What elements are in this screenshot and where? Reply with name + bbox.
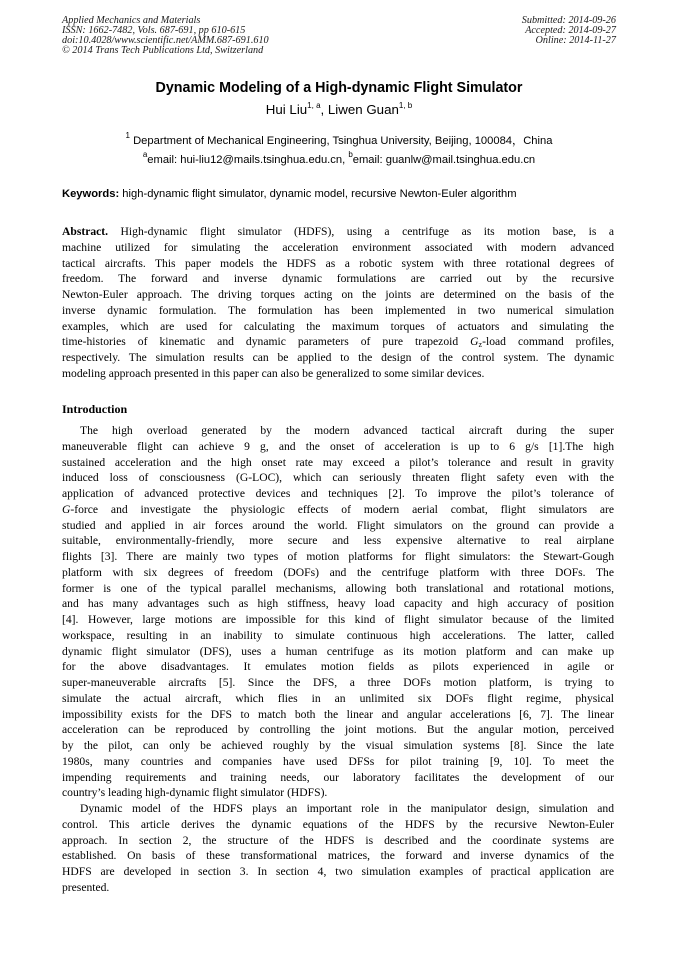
- intro-line: 1980s, many countries and companies have used DFSs for pilot training [9, 10]. To meet the: [62, 754, 614, 768]
- intro-line: maneuverable flight can achieve 9 g, and the onset of acceleration is up to 6 g/s [1].The high: [62, 439, 614, 453]
- abstract-line: Abstract. High-dynamic flight simulator (HDFS), using a centrifuge as its motion base, is a: [62, 225, 614, 238]
- intro-line: application of advanced protective devices and techniques [2]. To improve the pilot’s tolerance of: [62, 487, 614, 500]
- abstract-paragraph: [62, 224, 614, 382]
- intro-line: studied and applied in air forces around the world. Flight simulators on the ground can provide a: [62, 518, 614, 532]
- abstract-line: freedom. The forward and inverse dynamic formulations are carried out by the recursive: [62, 272, 614, 286]
- author-2-affiliation-mark: 1, b: [398, 101, 413, 110]
- email-mark-b: b: [348, 150, 353, 159]
- keywords: [62, 188, 622, 200]
- author-separator: ,: [320, 102, 328, 117]
- intro-line: sustained acceleration and the high onset rate may exceed a pilot’s tolerance and result in gravity: [62, 455, 614, 469]
- intro-line: by the pilot, can only be achieved roughly by the visual simulation systems [8]. Since the late: [62, 739, 614, 752]
- abstract-line: time-histories of kinematic and dynamic parameters of pure trapezoid $G_z$-load command profiles,: [62, 335, 614, 350]
- keywords-label: Keywords:: [62, 188, 120, 200]
- journal-copyright: © 2014 Trans Tech Publications Ltd, Switzerland: [62, 45, 264, 56]
- abstract-line: machine utilized for simulating the acceleration environment associated with modern advanced: [62, 240, 614, 254]
- journal-issn: ISSN: 1662-7482, Vols. 687-691, pp 610-615: [62, 25, 246, 36]
- intro-line: flights [3]. There are mainly two types of motion platforms for flight simulators: the Stewart-Gough: [62, 550, 614, 563]
- intro-line: country’s leading high-dynamic flight simulator (HDFS).: [62, 786, 328, 800]
- abstract-line: modeling approach presented in this paper can also be generalized to some similar devices.: [62, 366, 485, 380]
- online-date: Online: 2014-11-27: [535, 35, 616, 46]
- email-mark-a: a: [142, 150, 148, 159]
- abstract-line: tactical aircrafts. This paper models the HDFS as a robotic system with three rotational degrees of: [62, 256, 614, 270]
- affiliation: [0, 132, 678, 148]
- journal-doi: doi:10.4028/www.scientific.net/AMM.687-691.610: [62, 35, 269, 46]
- intro-line: workspace, resulting in an inability to simulate continuous high accelerations. The latter, called: [62, 628, 614, 642]
- g-subscript: z: [478, 340, 483, 350]
- intro-line: G-force and investigate the physiologic effects of modern aerial combat, flight simulators are: [62, 502, 614, 516]
- email-line: [0, 150, 678, 166]
- intro-line: [4]. However, large motions are impossible for this kind of flight simulator because of the limited: [62, 613, 614, 626]
- intro-line: impending requirements and training needs, our laboratory facilitates the development of our: [62, 770, 614, 784]
- affiliation-mark: 1: [125, 131, 130, 140]
- intro-line: former is one of the typical parallel mechanisms, allowing both translational and rotational motions,: [62, 581, 614, 595]
- abstract-label: Abstract.: [62, 225, 109, 238]
- g-force-symbol: G: [62, 502, 71, 516]
- intro-line: impossibility exists for the DFS to match both the linear and angular accelerations [6, 7]. The linear: [62, 707, 614, 721]
- intro-line: induced loss of consciousness (G-LOC), which can seriously threaten flight safety even with the: [62, 471, 614, 485]
- submitted-date: Submitted: 2014-09-26: [521, 15, 616, 26]
- intro-line: dynamic flight simulator (DFS), uses a human centrifuge as its motion platform and can make up: [62, 644, 614, 658]
- intro-line: suitable, environmentally-friendly, more secure and less expensive alternative to real airplane: [62, 534, 614, 548]
- intro-line: control. This article derives the dynamic equations of the HDFS by the recursive Newton-Euler: [62, 817, 614, 831]
- author-1-affiliation-mark: 1, a: [307, 101, 321, 110]
- intro-line: HDFS are developed in section 3. In section 4, two simulation examples of practical application are: [62, 865, 614, 878]
- intro-line: super-maneuverable aircrafts [5]. Since the DFS, a three DOFs motion platform, is trying to: [62, 676, 614, 689]
- abstract-line: Newton-Euler approach. The driving torques acting on the joints are determined on the basis of the: [62, 288, 614, 301]
- intro-line: platform with six degrees of freedom (DOFs) and the centrifuge platform with three DOFs. The: [62, 565, 614, 579]
- intro-line: simulate the actual aircraft, which flies in an unlimited six DOFs flight regime, physical: [62, 691, 614, 705]
- intro-line: acceleration can be reproduced by controlling the joint motions. But the angular motion, perceived: [62, 723, 614, 737]
- intro-line: for the above disadvantages. It emulates motion fields as pilots experienced in agile or: [62, 660, 614, 674]
- abstract-line: examples, which are used for calculating the maximum torques of actuators and simulating the: [62, 319, 614, 333]
- abstract-line: respectively. The simulation results can be applied to the design of the control system. The dynamic: [62, 351, 614, 364]
- author-line: [0, 102, 678, 117]
- keywords-text: high-dynamic flight simulator, dynamic model, recursive Newton-Euler algorithm: [119, 188, 517, 200]
- intro-line: Dynamic model of the HDFS plays an important role in the manipulator design, simulation and: [80, 802, 614, 815]
- email-a: email: hui-liu12@mails.tsinghua.edu.cn,: [147, 154, 349, 166]
- accepted-date: Accepted: 2014-09-27: [525, 25, 616, 36]
- intro-line: and has many advantages such as high stiffness, heavy load capacity and high accuracy of position: [62, 597, 614, 611]
- paper-title: Dynamic Modeling of a High-dynamic Flight Simulator: [155, 80, 523, 96]
- journal-header-right: [522, 16, 616, 46]
- author-2-name: Liwen Guan: [327, 102, 399, 117]
- intro-line: The high overload generated by the modern advanced tactical aircraft during the super: [80, 424, 614, 437]
- journal-name: Applied Mechanics and Materials: [62, 15, 201, 26]
- introduction-body: [62, 423, 614, 896]
- email-b: email: guanlw@mail.tsinghua.edu.cn: [352, 154, 536, 166]
- abstract-line: inverse dynamic formulation. The formulation has been implemented in two numerical simulation: [62, 303, 614, 317]
- section-heading-introduction: Introduction: [62, 402, 128, 416]
- author-1-name: Hui Liu: [265, 102, 308, 117]
- intro-line: approach. In section 2, the structure of the HDFS is described and the coordinate systems are: [62, 833, 614, 847]
- intro-line: presented.: [62, 880, 110, 894]
- intro-line: established. On basis of these transformational matrices, the forward and inverse dynamics of the: [62, 849, 614, 863]
- g-symbol: G: [470, 335, 479, 349]
- affiliation-text: Department of Mechanical Engineering, Tsinghua University, Beijing, 100084，China: [129, 135, 553, 147]
- journal-header-left: [62, 16, 269, 56]
